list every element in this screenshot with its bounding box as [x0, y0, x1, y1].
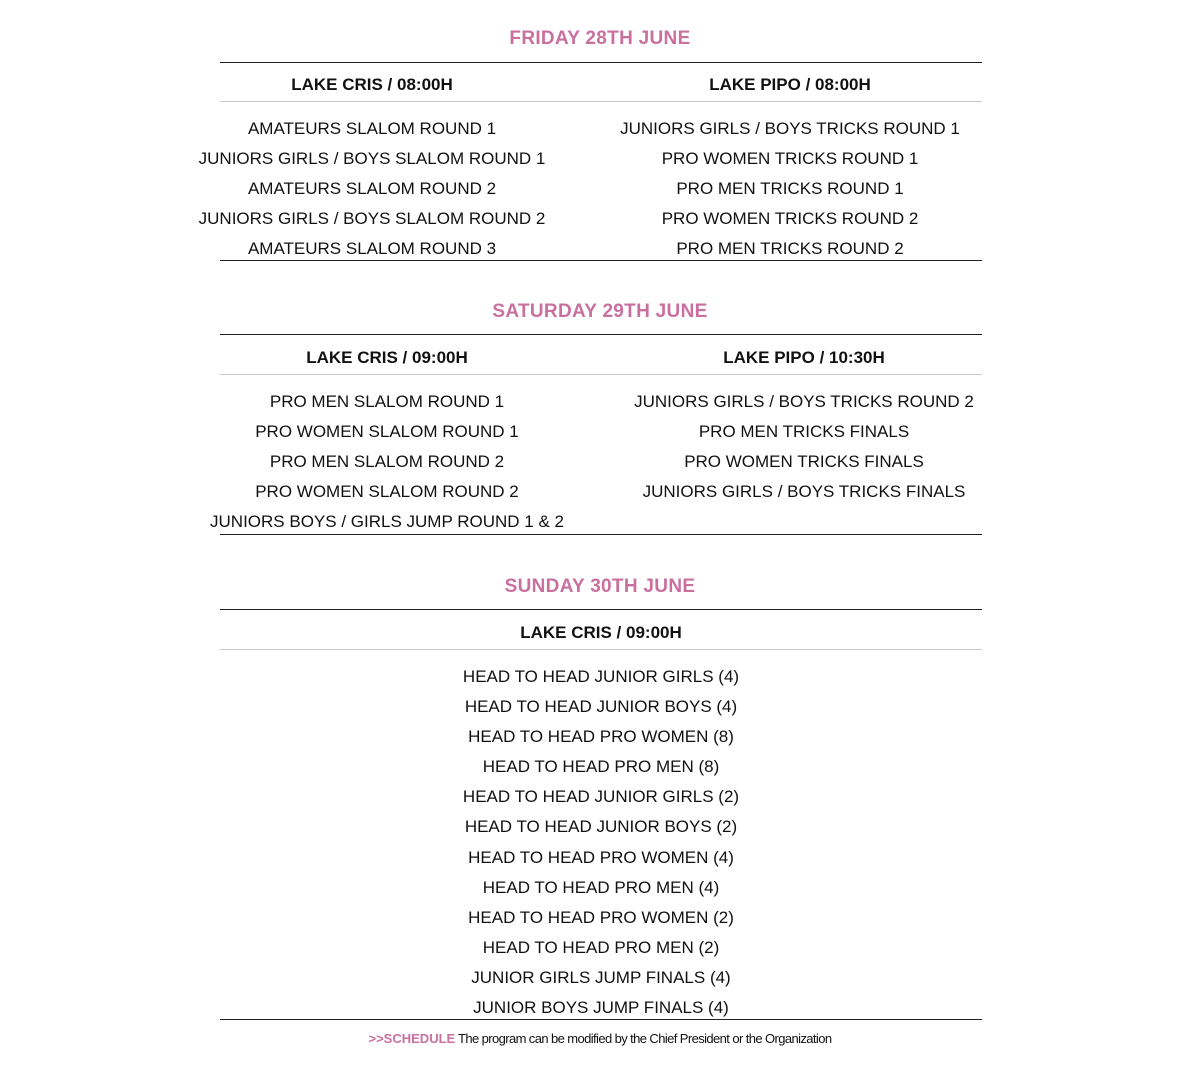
schedule-column-lake-pipo: [596, 70, 984, 264]
column-heading: LAKE CRIS / 08:00H: [291, 75, 453, 94]
event-item: HEAD TO HEAD JUNIOR GIRLS (2): [462, 787, 740, 807]
event-item: JUNIORS GIRLS / BOYS SLALOM ROUND 2: [198, 209, 546, 229]
column-heading: LAKE CRIS / 09:00H: [306, 348, 468, 367]
event-item: JUNIOR BOYS JUMP FINALS (4): [473, 998, 729, 1018]
event-item: HEAD TO HEAD PRO WOMEN (8): [468, 727, 734, 747]
event-item: PRO MEN TRICKS FINALS: [698, 422, 910, 442]
event-item: HEAD TO HEAD JUNIOR BOYS (2): [464, 817, 738, 837]
event-item: AMATEURS SLALOM ROUND 1: [247, 119, 497, 138]
event-item: PRO WOMEN SLALOM ROUND 2: [255, 482, 519, 502]
divider: [220, 1019, 982, 1020]
event-item: PRO WOMEN TRICKS ROUND 2: [661, 209, 919, 229]
day-title-sunday: SUNDAY 30TH JUNE: [504, 576, 696, 597]
footer-text: The program can be modified by the Chief President or the Organization: [455, 1031, 832, 1046]
footer-note: [0, 1031, 1200, 1046]
event-item: PRO MEN SLALOM ROUND 2: [269, 452, 505, 472]
event-item: AMATEURS SLALOM ROUND 2: [247, 179, 497, 199]
schedule-column-lake-pipo: [608, 343, 1000, 507]
event-item: HEAD TO HEAD JUNIOR BOYS (4): [464, 697, 738, 717]
event-item: HEAD TO HEAD PRO WOMEN (4): [468, 847, 734, 867]
event-item: PRO MEN SLALOM ROUND 1: [269, 392, 505, 411]
event-item: AMATEURS SLALOM ROUND 3: [247, 239, 497, 259]
event-item: HEAD TO HEAD PRO MEN (2): [482, 937, 720, 957]
event-item: PRO WOMEN TRICKS ROUND 1: [661, 149, 919, 169]
column-heading: LAKE CRIS / 09:00H: [520, 623, 682, 642]
event-item: PRO WOMEN SLALOM ROUND 1: [255, 422, 519, 442]
divider: [220, 334, 982, 335]
event-item: PRO MEN TRICKS ROUND 2: [676, 239, 904, 259]
event-item: JUNIORS GIRLS / BOYS TRICKS ROUND 2: [634, 392, 974, 411]
event-item: JUNIORS GIRLS / BOYS TRICKS ROUND 1: [620, 119, 960, 138]
column-heading: LAKE PIPO / 08:00H: [709, 75, 871, 94]
divider: [220, 260, 982, 261]
column-heading: LAKE PIPO / 10:30H: [723, 348, 885, 367]
event-item: PRO MEN TRICKS ROUND 1: [676, 179, 904, 199]
event-item: HEAD TO HEAD PRO WOMEN (2): [468, 907, 734, 927]
event-item: JUNIOR GIRLS JUMP FINALS (4): [471, 967, 731, 987]
schedule-tag: >>SCHEDULE: [368, 1031, 456, 1046]
schedule-column-lake-cris: [180, 70, 564, 264]
day-title-friday: FRIDAY 28TH JUNE: [509, 28, 691, 49]
event-item: HEAD TO HEAD JUNIOR GIRLS (4): [462, 667, 740, 686]
event-item: JUNIORS BOYS / GIRLS JUMP ROUND 1 & 2: [210, 512, 564, 532]
event-item: PRO WOMEN TRICKS FINALS: [684, 452, 924, 472]
divider: [220, 609, 982, 610]
day-title-saturday: SATURDAY 29TH JUNE: [492, 301, 708, 322]
event-item: JUNIORS GIRLS / BOYS TRICKS FINALS: [642, 482, 966, 502]
event-item: HEAD TO HEAD PRO MEN (4): [482, 877, 720, 897]
event-item: HEAD TO HEAD PRO MEN (8): [482, 757, 720, 777]
divider: [220, 534, 982, 535]
schedule-column-lake-cris: [400, 618, 802, 1023]
schedule-column-lake-cris: [190, 343, 584, 537]
event-item: JUNIORS GIRLS / BOYS SLALOM ROUND 1: [198, 149, 546, 169]
divider: [220, 62, 982, 63]
